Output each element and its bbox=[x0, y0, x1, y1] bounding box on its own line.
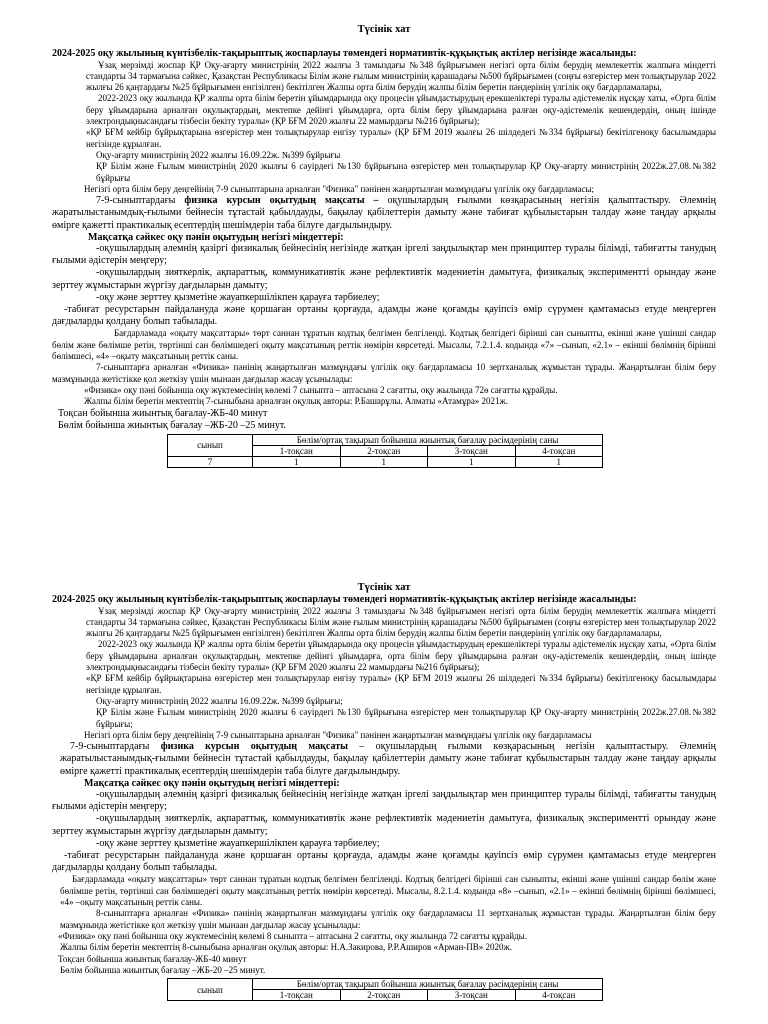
paragraph: Бағдарламада «оқыту мақсаттары» төрт саннан тұратын кодтық белгімен белгіленді. Кодтық белгідегі бірінші сан сыныпты, екінші және үшінші сандар бөлім және бөлімше ретін, төртінші сан бөлімшедегі оқыту мақсатының реттік нөмірін көрсетеді. Мысалы, 7.2.1.4. кодында «7» –сынып, «2.1» – екінші бөлімнің бірінші бөлімшесі, «4» –оқыту мақсатының реттік саны. bbox=[52, 328, 716, 362]
tasks-heading: Мақсатқа сәйкес оқу пәнін оқытудың негізгі міндеттері: bbox=[84, 777, 340, 789]
goal-text: – оқушылардың ғылыми көзқарасының негізін қалыптастыру. Әлемнің жаратылыстанымдық-ғылыми бейнесін тұтастай қабылдауды, бақылау қабілеттерін дамыту және табиғат құбылыстарын талдау және таңдау арқылы өмірге қажетті практикалық есептердің шешімдерін таба білуге дағдылындыру. bbox=[60, 741, 717, 777]
paragraph: Жалпы білім беретін мектептің 7-сыныбына арналған оқулық авторы: Р.Башарұлы. Алматы «Атамұра» 2021ж. bbox=[84, 396, 509, 407]
explanatory-note-grade-8 bbox=[52, 582, 716, 1001]
table-header-group: Бөлім/ортақ тақырып бойынша жиынтық бағалау рәсімдерінің саны bbox=[253, 979, 603, 990]
table-header-quarter: 3-тоқсан bbox=[428, 990, 516, 1001]
goal-bold: физика курсын оқытудың мақсаты bbox=[160, 741, 348, 753]
paragraph: Оқу-ағарту министрінің 2022 жылғы 16.09.22ж. №399 бұйрығы bbox=[96, 149, 341, 160]
paragraph: 8-сыныптарға арналған «Физика» пәнінің жаңартылған мазмұндағы үлгілік оқу бағдарламасы 11 зертханалық жұмыстан тұрады. Жаңартылған білім беру мазмұнында жетістікке қол жеткізу үшін мынаан дағдылар жасау ұсынылады: bbox=[60, 908, 716, 930]
paragraph: 7-сыныптарға арналған «Физика» пәнінің жаңартылған мазмұндағы үлгілік оқу бағдарламасы 10 зертханалық жұмыстан тұрады. Жаңартылған білім беру мазмұнында жетістікке қол жеткізу үшін мынаан дағдылар жасау ұсынылады: bbox=[52, 362, 716, 384]
table-header-group: Бөлім/ортақ тақырып бойынша жиынтық бағалау рәсімдерінің саны bbox=[253, 434, 603, 445]
goal-paragraph bbox=[52, 195, 716, 232]
table-cell: 1 bbox=[515, 456, 603, 467]
table-cell-class: 7 bbox=[168, 456, 253, 467]
note-heading: 2024-2025 оқу жылының күнтізбелік-тақырыптық жоспарлауы төмендегі нормативтік-құқықтық актілер негізінде жасалынды: bbox=[52, 48, 637, 60]
paragraph: «Физика» оқу пәні бойынша оқу жүктемесінің көлемі 7 сыныпта – аптасына 2 сағатты, оқу жылында 72ө сағатты құрайды. bbox=[84, 384, 558, 395]
goal-text: оқушылардың ғылыми көзқарасының негізін қалыптастыру. Әлемнің жаратылыстанымдық-ғылыми бейнесін тұтастай қабылдауды, бақылау қабілеттерін дамыту және табиғат құбылыстарын талдау және таңдау арқылы өмірге қажетті практикалық есептердің шешімдерін таба білуге дағдылындыру. bbox=[52, 195, 717, 231]
table-header-quarter: 1-тоқсан bbox=[253, 445, 341, 456]
paragraph: ҚР Білім және Ғылым министрінің 2020 жылғы 6 сәуірдегі №130 бұйрығына өзгерістер мен толықтырулар ҚР Оқу-ағарту министрінің 2022ж.27.08.№382 бұйрығы; bbox=[96, 707, 716, 729]
paragraph: Бағдарламада «оқыту мақсаттары» төрт саннан тұратын кодтық белгімен белгіленді. Кодтық белгідегі бірінші сан сыныпты, екінші және үшінші сандар бөлім және бөлімше ретін, төртінші сан бөлімшедегі оқыту мақсатының реттік нөмірін көрсетеді. Мысалы, 8.2.1.4. кодында «8» –сынып, «2.1» – екінші бөлімнің бірінші бөлімшесі, «4» –оқыту мақсатының реттік саны. bbox=[60, 874, 716, 908]
paragraph: 2022-2023 оқу жылында ҚР жалпы орта білім беретін ұйымдарында оқу процесін ұйымдастырудың ерекшеліктері туралы әдістемелік нұсқау хаты, «Орта білім беру ұйымдарына арналған оқулықтардың, мектепке дейінгі ұйымдарға, орта білім беру ұйымдарына ралған оқу-әдістемелік кешендердің, оның ішінде электрондықнысандағы тізбесін бекіту туралы» (ҚР БҒМ 2020 жылғы 22 мамырдағы №216 бұйрығы); bbox=[86, 93, 716, 127]
task-item: -табиғат ресурстарын пайдалануда және қоршаған ортаны қорғауда, адамды және қоғамды қауіпсіз өмір сүрумен қамтамасыз етуде меңгерген дағдыларды қолдану болып табылады. bbox=[52, 850, 716, 874]
table-header-quarter: 3-тоқсан bbox=[428, 445, 516, 456]
goal-prefix: 7-9-сыныптардағы bbox=[70, 741, 161, 753]
table-header-row bbox=[168, 979, 603, 990]
table-row bbox=[168, 456, 603, 467]
paragraph: «Физика» оқу пәні бойынша оқу жүктемесінің көлемі 8 сыныпта – аптасына 2 сағатты, оқу жылында 72 сағатты құрайды. bbox=[58, 930, 527, 941]
task-item: -оқушылардың зияткерлік, ақпараттық, коммуникативтік және рефлективтік мәдениетін дамытуға, физикалық эксперименттi орындау және зерттеу жұмыстарын жүргізу дағдыларын дамыту; bbox=[52, 267, 716, 291]
goal-bold: физика курсын оқытудың мақсаты – bbox=[184, 195, 379, 207]
paragraph: ҚР Білім және Ғылым министрінің 2020 жылғы 6 сәуірдегі №130 бұйрығына өзгерістер мен толықтырулар ҚР Оқу-ағарту министрінің 2022ж.27.08.№382 бұйрығы bbox=[96, 161, 716, 183]
table-header-quarter: 1-тоқсан bbox=[253, 990, 341, 1001]
paragraph: Бөлім бойынша жиынтық бағалау –ЖБ-20 –25 минут. bbox=[60, 964, 266, 975]
assessment-table bbox=[167, 978, 603, 1001]
paragraph: Ұзақ мерзімді жоспар ҚР Оқу-ағарту министрінің 2022 жылғы 3 тамыздағы №348 бұйрығымен негізгі орта білім берудің мемлекеттік жалпыға міндетті стандарты 34 тармағына сәйкес, Қазақстан Республикасы Білім және ғылым министрінің қарашадағы №500 бұйрығымен (соңғы өзгерістер мен толықтырулар 2022 жылғы 26 қаңтардағы №25 бұйрығымен енгізілген) бекітілген Жалпы орта білім берудің жалпы білім беретін пәндерінің үлгілік оқу бағдарламалары, bbox=[86, 59, 716, 93]
paragraph: Тоқсан бойынша жиынтық бағалау-ЖБ-40 минут bbox=[58, 953, 247, 964]
goal-paragraph bbox=[52, 741, 716, 778]
table-header-class: сынып bbox=[168, 434, 253, 456]
table-header-class: сынып bbox=[168, 979, 253, 1001]
table-cell: 1 bbox=[253, 456, 341, 467]
paragraph: «ҚР БҒМ кейбір бұйрықтарына өзгерістер мен толықтырулар енгізу туралы» (ҚР БҒМ 2019 жылғы 26 шілдедегі №334 бұйрығы) бекітілгеноқу басылымдары негізінде құрылған. bbox=[86, 673, 716, 695]
table-header-row bbox=[168, 434, 603, 445]
task-item: -оқушылардың әлемнің қазіргі физикалық бейнесінің негізінде жатқан іргелі заңдылықтар мен принциптер туралы білімді, табиғатты танудың ғылыми әдістерін меңгеру; bbox=[52, 789, 716, 813]
assessment-table bbox=[167, 434, 603, 468]
goal-prefix: 7-9-сыныптардағы bbox=[96, 195, 185, 207]
table-header-quarter: 2-тоқсан bbox=[340, 990, 428, 1001]
table-header-quarter: 4-тоқсан bbox=[515, 990, 603, 1001]
task-item: -оқу және зерттеу қызметіне жауапкершілікпен қарауға тәрбиелеу; bbox=[96, 291, 380, 303]
table-header-quarter: 2-тоқсан bbox=[340, 445, 428, 456]
paragraph: Жалпы білім беретін мектептің 8-сыныбына арналған оқулық авторы: Н.А.Закирова, Р.Р.Аширов «Арман-ПВ» 2020ж. bbox=[60, 942, 513, 953]
paragraph: Негізгі орта білім беру деңгейінің 7-9 сыныптарына арналған "Физика" пәнінен жаңартылған мазмұндағы үлгілік оқу бағдарламасы bbox=[84, 729, 592, 740]
task-item: -оқушылардың зияткерлік, ақпараттық, коммуникативтік және рефлективтік мәдениетін дамытуға, физикалық эксперименттi орындау және зерттеу жұмыстарын жүргізу дағдыларын дамыту; bbox=[52, 813, 716, 837]
table-cell: 1 bbox=[340, 456, 428, 467]
task-item: -табиғат ресурстарын пайдалануда және қоршаған ортаны қорғауда, адамды және қоғамды қауіпсіз өмір сүрумен қамтамасыз етуде меңгерген дағдыларды қолдану болып табылады. bbox=[52, 304, 716, 328]
tasks-heading: Мақсатқа сәйкес оқу пәнін оқытудың негізгі міндеттері: bbox=[88, 231, 344, 243]
note-heading: 2024-2025 оқу жылының күнтізбелік-тақырыптық жоспарлауы төмендегі нормативтік-құқықтық актілер негізінде жасалынды: bbox=[52, 594, 637, 606]
task-item: -оқушылардың әлемнің қазіргі физикалық бейнесінің негізінде жатқан іргелі заңдылықтар мен принциптер туралы білімді, табиғатты танудың ғылыми әдістерін меңгеру; bbox=[52, 243, 716, 267]
note-title: Түсінік хат bbox=[357, 24, 411, 35]
paragraph: Негізгі орта білім беру деңгейінің 7-9 сыныптарына арналған "Физика" пәнінен жаңартылған мазмұндағы үлгілік оқу бағдарламасы; bbox=[84, 183, 595, 194]
table-cell: 1 bbox=[428, 456, 516, 467]
paragraph: Тоқсан бойынша жиынтық бағалау-ЖБ-40 минут bbox=[58, 407, 268, 419]
table-header-quarter: 4-тоқсан bbox=[515, 445, 603, 456]
paragraph: Оқу-ағарту министрінің 2022 жылғы 16.09.22ж. №399 бұйрығы; bbox=[96, 695, 343, 706]
task-item: -оқу және зерттеу қызметіне жауапкершілікпен қарауға тәрбиелеу; bbox=[96, 837, 380, 849]
paragraph: Ұзақ мерзімді жоспар ҚР Оқу-ағарту министрінің 2022 жылғы 3 тамыздағы №348 бұйрығымен негізгі орта білім берудің мемлекеттік жалпыға міндетті стандарты 34 тармағына сәйкес, Қазақстан Республикасы Білім және ғылым министрінің қарашадағы №500 бұйрығымен (соңғы өзгерістер мен толықтырулар 2022 жылғы 26 қаңтардағы №25 бұйрығымен енгізілген) бекітілген Жалпы орта білім берудің жалпы білім беретін пәндерінің үлгілік оқу бағдарламалары, bbox=[86, 605, 716, 639]
paragraph: «ҚР БҒМ кейбір бұйрықтарына өзгерістер мен толықтырулар енгізу туралы» (ҚР БҒМ 2019 жылғы 26 шілдедегі №334 бұйрығы) бекітілгеноқу басылымдары негізінде құрылған. bbox=[86, 127, 716, 149]
explanatory-note-grade-7 bbox=[52, 24, 716, 468]
paragraph: Бөлім бойынша жиынтық бағалау –ЖБ-20 –25 минут. bbox=[58, 419, 287, 431]
paragraph: 2022-2023 оқу жылында ҚР жалпы орта білім беретін ұйымдарында оқу процесін ұйымдастырудың ерекшеліктері туралы әдістемелік нұсқау хаты, «Орта білім беру ұйымдарына арналған оқулықтардың, мектепке дейінгі ұйымдарға, орта білім беру ұйымдарына ралған оқу-әдістемелік кешендердің, оның ішінде электрондықнысандағы тізбесін бекіту туралы» (ҚР БҒМ 2020 жылғы 22 мамырдағы №216 бұйрығы); bbox=[86, 639, 716, 673]
note-title: Түсінік хат bbox=[357, 582, 411, 593]
